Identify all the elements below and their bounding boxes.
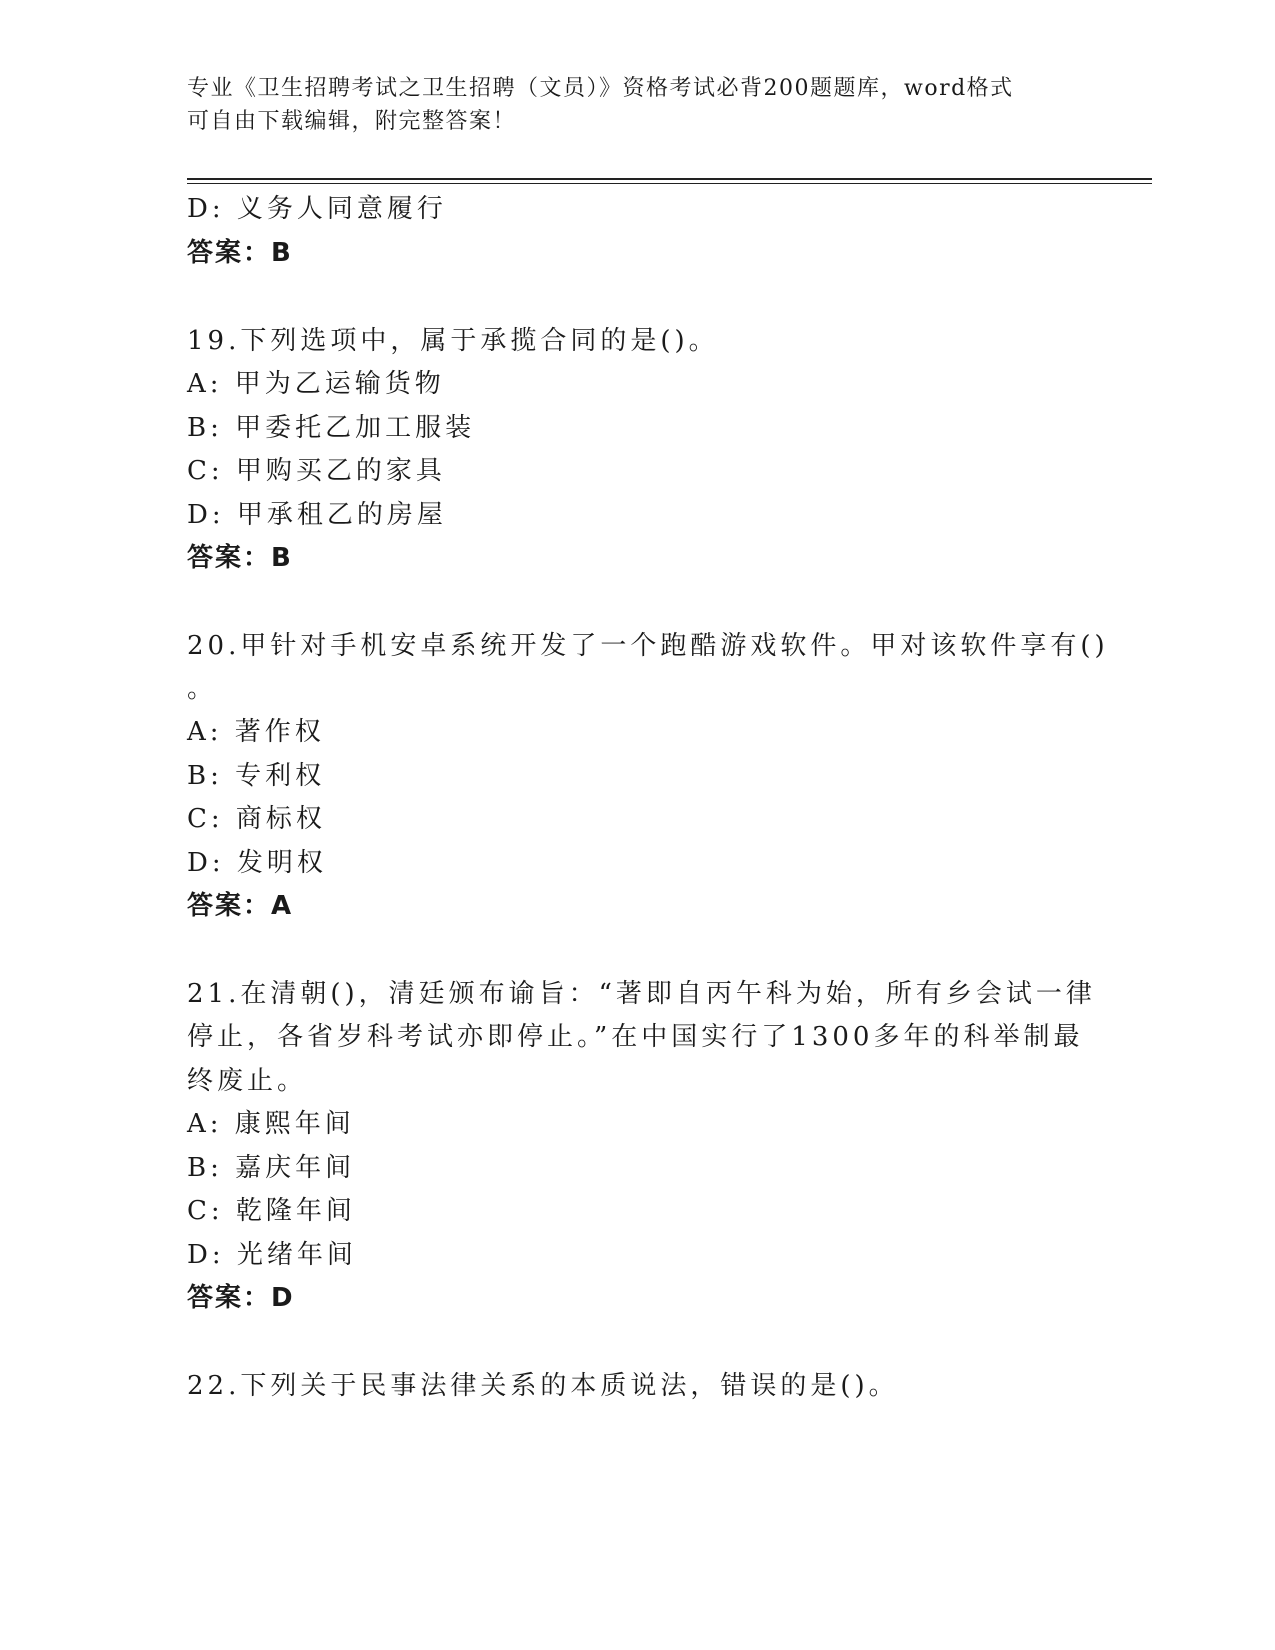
q20-answer: 答案：A	[187, 891, 294, 921]
q20-option-b: B: 专利权	[187, 761, 326, 791]
q22-stem: 22.下列关于民事法律关系的本质说法，错误的是()。	[187, 1371, 899, 1401]
q21-option-c: C: 乾隆年间	[187, 1196, 356, 1226]
header-divider-thin	[187, 183, 1152, 184]
q20-option-d: D: 发明权	[187, 848, 327, 878]
prev-option-d: D: 义务人同意履行	[187, 194, 447, 224]
q19-option-a: A: 甲为乙运输货物	[187, 369, 445, 399]
q21-option-d: D: 光绪年间	[187, 1240, 357, 1270]
q19-answer: 答案：B	[187, 543, 293, 573]
q21-stem-line-2: 停止，各省岁科考试亦即停止。”在中国实行了1300多年的科举制最	[187, 1022, 1084, 1052]
q19-stem: 19.下列选项中，属于承揽合同的是()。	[187, 326, 719, 356]
document-header	[187, 72, 1067, 138]
prev-answer: 答案：B	[187, 238, 293, 268]
q20-option-c: C: 商标权	[187, 804, 326, 834]
q19-option-c: C: 甲购买乙的家具	[187, 456, 446, 486]
q21-stem-line-1: 21.在清朝()，清廷颁布谕旨：“著即自丙午科为始，所有乡会试一律	[187, 979, 1096, 1009]
q20-option-a: A: 著作权	[187, 717, 325, 747]
header-line-1: 专业《卫生招聘考试之卫生招聘（文员）》资格考试必背200题题库，word格式	[187, 76, 1014, 101]
q20-stem-line-1: 20.甲针对手机安卓系统开发了一个跑酷游戏软件。甲对该软件享有()	[187, 631, 1109, 661]
header-divider-thick	[187, 178, 1152, 180]
q19-option-b: B: 甲委托乙加工服装	[187, 413, 476, 443]
q19-option-d: D: 甲承租乙的房屋	[187, 500, 447, 530]
q21-answer: 答案：D	[187, 1283, 295, 1313]
q21-option-b: B: 嘉庆年间	[187, 1153, 356, 1183]
q21-stem-line-3: 终废止。	[187, 1066, 308, 1096]
q21-option-a: A: 康熙年间	[187, 1109, 355, 1139]
q20-stem-line-2: 。	[187, 674, 218, 704]
header-line-2: 可自由下载编辑，附完整答案！	[187, 109, 517, 134]
